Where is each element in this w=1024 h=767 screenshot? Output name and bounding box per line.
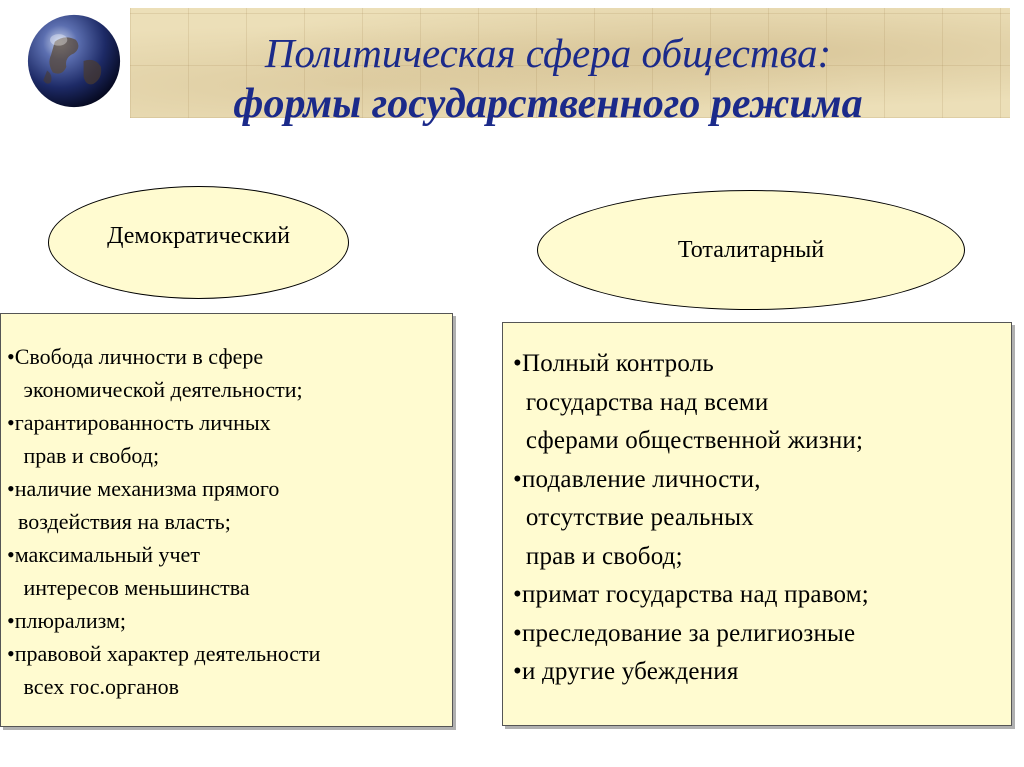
regime-name: Тоталитарный	[677, 236, 825, 263]
feature-line: прав и свобод;	[513, 542, 683, 570]
feature-line: всех гос.органов	[7, 674, 180, 699]
feature-line: государства над всеми	[513, 388, 769, 416]
feature-line: •подавление личности,	[513, 465, 761, 493]
feature-line: •Свобода личности в сфере	[7, 344, 264, 369]
feature-line: сферами общественной жизни;	[513, 427, 864, 454]
feature-line: отсутствие реальных	[513, 504, 754, 531]
page-title	[118, 28, 978, 130]
regime-label-democratic	[48, 186, 349, 299]
regime-label-totalitarian	[537, 190, 965, 310]
feature-line: •преследование за религиозные	[513, 619, 856, 647]
feature-line: •гарантированность личных	[7, 410, 271, 435]
feature-line: •плюрализм;	[7, 608, 127, 633]
title-line-2: формы государственного режима	[233, 81, 863, 127]
feature-line: •примат государства над правом;	[513, 581, 869, 608]
feature-line: •наличие механизма прямого	[7, 476, 280, 501]
feature-line: •правовой характер деятельности	[7, 641, 321, 666]
regime-name: Демократический	[107, 223, 290, 249]
feature-line: •максимальный учет	[7, 542, 200, 567]
feature-line: интересов меньшинства	[7, 575, 250, 600]
globe-icon	[26, 13, 122, 109]
feature-line: •и другие убеждения	[513, 658, 739, 685]
democratic-features-box	[0, 313, 453, 727]
feature-line: •Полный контроль	[513, 350, 714, 377]
feature-line: воздействия на власть;	[7, 509, 231, 534]
feature-line: экономической деятельности;	[7, 377, 303, 402]
feature-line: прав и свобод;	[7, 443, 160, 468]
title-line-1: Политическая сфера общества:	[264, 30, 832, 76]
totalitarian-features-box	[502, 322, 1012, 726]
